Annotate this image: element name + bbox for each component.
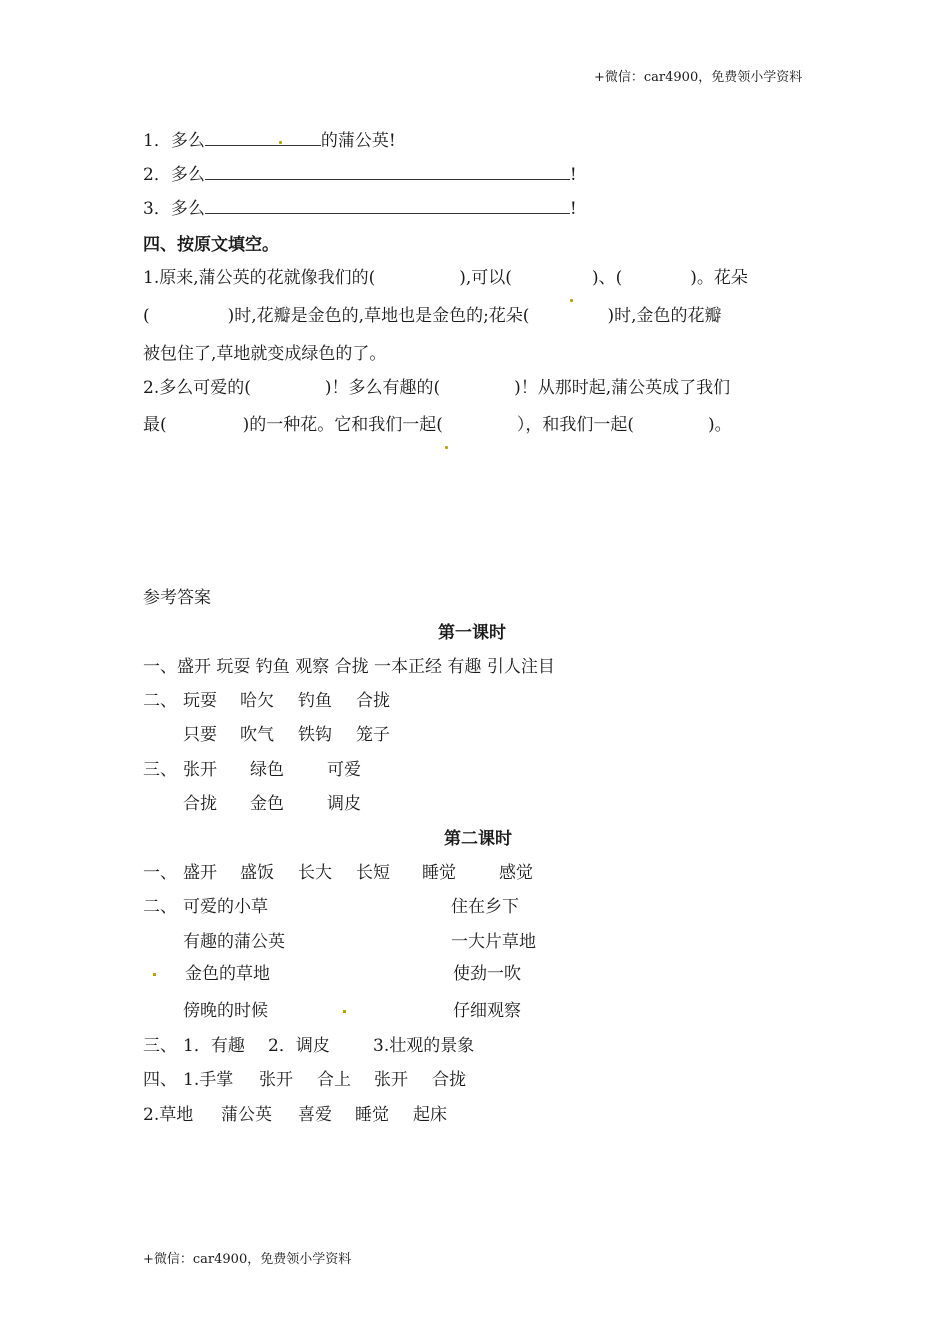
lesson1-answer-2-item: 钓鱼	[298, 691, 332, 711]
match-left: 傍晚的时候	[183, 1001, 268, 1021]
text: )！从那时起,蒲公英成了我们	[514, 378, 731, 398]
lesson1-answer-3-item: 合拢	[183, 794, 217, 814]
lesson2-answer-3-item: 2．调皮	[268, 1036, 330, 1056]
lesson2-answer-5-item: 喜爱	[298, 1105, 332, 1125]
match-left: 有趣的蒲公英	[183, 932, 285, 952]
footer-note: +微信：car4900，免费领小学资料	[143, 1252, 352, 1267]
mark-dot	[343, 1010, 346, 1013]
section-4-title: 四、按原文填空。	[143, 235, 279, 255]
lesson2-answer-1-label: 一、	[143, 863, 177, 883]
lesson1-answer-2-item: 笼子	[356, 725, 390, 745]
lesson2-answer-3-label: 三、	[143, 1036, 177, 1056]
text: ），和我们一起(	[516, 415, 635, 435]
lesson2-answer-1-item: 长大	[298, 863, 332, 883]
q2-line-2	[143, 410, 732, 435]
sentence-item-3	[143, 194, 577, 219]
lesson1-answer-2-item: 合拢	[356, 691, 390, 711]
match-right: 住在乡下	[451, 897, 519, 917]
answer-blank[interactable]	[205, 129, 321, 146]
lesson-1-heading: 第一课时	[438, 623, 506, 643]
text: )时,金色的花瓣	[607, 306, 722, 326]
lesson2-answer-4-label: 四、	[143, 1070, 177, 1090]
text: )时,花瓣是金色的,草地也是金色的;花朵(	[227, 306, 530, 326]
answer-blank[interactable]	[205, 163, 570, 180]
lesson2-answer-3-item: 3.壮观的景象	[373, 1036, 475, 1056]
answer-blank[interactable]	[205, 197, 570, 214]
lesson1-answer-1: 一、盛开 玩耍 钓鱼 观察 合拢 一本正经 有趣 引人注目	[143, 657, 555, 677]
text: )。花朵	[690, 268, 748, 288]
lesson2-answer-5-item: 2.草地	[143, 1105, 194, 1125]
text: )、(	[591, 268, 623, 288]
text: )的一种花。它和我们一起(	[242, 415, 443, 435]
lesson2-answer-4-item: 张开	[259, 1070, 293, 1090]
lesson2-answer-1-item: 睡觉	[422, 863, 456, 883]
lesson2-answer-5-item: 睡觉	[355, 1105, 389, 1125]
text: 最(	[143, 415, 167, 435]
sentence-item-2	[143, 160, 577, 185]
q2-line-1	[143, 373, 730, 398]
lesson1-answer-2-item: 哈欠	[240, 691, 274, 711]
lesson2-answer-4-item: 合上	[317, 1070, 351, 1090]
text: (	[143, 306, 150, 326]
lesson1-answer-2-label: 二、	[143, 691, 177, 711]
match-right: 仔细观察	[453, 1001, 521, 1021]
sentence-suffix: !	[569, 165, 577, 185]
text: )。	[708, 415, 732, 435]
text: ),可以(	[459, 268, 512, 288]
header-note: +微信：car4900，免费领小学资料	[594, 70, 803, 85]
lesson1-answer-2-item: 铁钩	[298, 725, 332, 745]
q1-line-1	[143, 263, 748, 288]
lesson2-answer-1-item: 盛饭	[240, 863, 274, 883]
lesson2-answer-1-item: 长短	[356, 863, 390, 883]
lesson1-answer-3-item: 绿色	[250, 760, 284, 780]
q1-line-2	[143, 301, 722, 326]
lesson1-answer-3-item: 可爱	[327, 760, 361, 780]
match-right: 一大片草地	[451, 932, 536, 952]
text: 2.多么可爱的(	[143, 378, 251, 398]
lesson1-answer-2-item: 玩耍	[183, 691, 217, 711]
lesson1-answer-3-item: 张开	[183, 760, 217, 780]
lesson1-answer-3-item: 调皮	[327, 794, 361, 814]
sentence-prefix: 3．多么	[143, 199, 205, 219]
lesson2-answer-4-item: 张开	[374, 1070, 408, 1090]
lesson2-answer-1-item: 感觉	[499, 863, 533, 883]
lesson1-answer-2-item: 只要	[183, 725, 217, 745]
lesson2-answer-4-item: 合拢	[432, 1070, 466, 1090]
match-left: 金色的草地	[185, 964, 270, 984]
mark-dot	[153, 973, 156, 976]
sentence-suffix: !	[569, 199, 577, 219]
lesson2-answer-5-item: 起床	[413, 1105, 447, 1125]
lesson-2-heading: 第二课时	[444, 829, 512, 849]
lesson2-answer-5-item: 蒲公英	[221, 1105, 272, 1125]
match-right: 使劲一吹	[453, 964, 521, 984]
sentence-item-1	[143, 126, 396, 151]
lesson2-answer-4-item: 1.手掌	[183, 1070, 234, 1090]
lesson1-answer-3-item: 金色	[250, 794, 284, 814]
lesson2-answer-2-label: 二、	[143, 897, 177, 917]
lesson2-answer-1-item: 盛开	[183, 863, 217, 883]
q1-line-3: 被包住了,草地就变成绿色的了。	[143, 344, 387, 364]
sentence-prefix: 2．多么	[143, 165, 205, 185]
lesson1-answer-2-item: 吹气	[240, 725, 274, 745]
sentence-suffix: 的蒲公英!	[320, 131, 396, 151]
text: )！多么有趣的(	[324, 378, 441, 398]
sentence-prefix: 1．多么	[143, 131, 205, 151]
match-left: 可爱的小草	[183, 897, 268, 917]
text: 1.原来,蒲公英的花就像我们的(	[143, 268, 376, 288]
lesson2-answer-3-item: 1．有趣	[183, 1036, 245, 1056]
answers-title: 参考答案	[143, 588, 211, 608]
lesson1-answer-3-label: 三、	[143, 760, 177, 780]
